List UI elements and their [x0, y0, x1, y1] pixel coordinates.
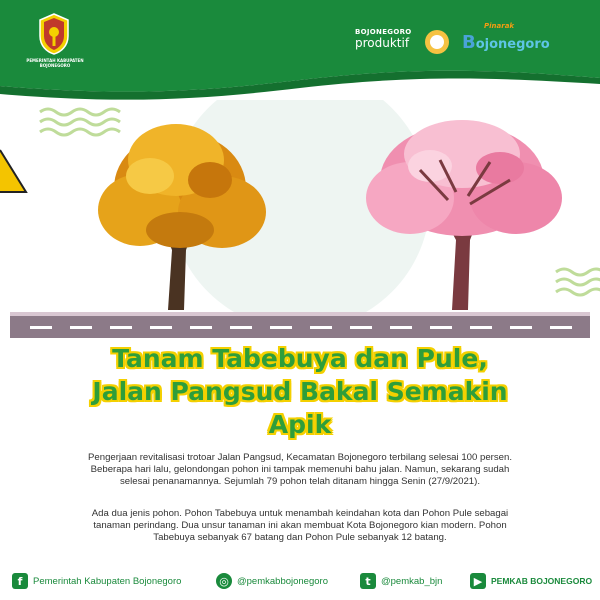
- pemkab-logo-caption: [14, 58, 96, 68]
- instagram-label: @pemkabbojonegoro: [237, 575, 328, 587]
- youtube-label: PEMKAB BOJONEGORO: [491, 576, 593, 586]
- twitter-icon: t: [360, 573, 376, 589]
- pinarak-logo-big-text: [462, 32, 550, 53]
- instagram-link[interactable]: [216, 573, 328, 589]
- header-banner: [0, 0, 600, 112]
- youtube-icon: ▶: [470, 573, 486, 589]
- trees-illustration: [0, 100, 600, 340]
- pinarak-logo-small-text: Pinarak: [484, 22, 515, 30]
- header-wave-shape: [0, 0, 600, 112]
- article-paragraph-1: Pengerjaan revitalisasi trotoar Jalan Pangsud, Kecamatan Bojonegoro terbilang selesai 100 persen. Beberapa hari lalu, gelondongan pohon ini tampak memenuhi bahu jalan. Namun, sekarang sudah selesai penanamannya. Sejumlah 79 pohon telah ditanam hingga Senin (27/9/2021).: [88, 452, 512, 487]
- produktif-logo-top-text: BOJONEGORO: [355, 28, 412, 36]
- logo-caption-line1: PEMERINTAH KABUPATEN: [26, 58, 84, 63]
- facebook-label: Pemerintah Kabupaten Bojonegoro: [33, 575, 182, 587]
- youtube-link[interactable]: [470, 573, 592, 589]
- facebook-icon: f: [12, 573, 28, 589]
- wave-decoration-right: [556, 269, 600, 295]
- road: [10, 312, 590, 338]
- pinarak-logo-rest: ojonegoro: [475, 37, 550, 52]
- pinarak-logo-initial: B: [462, 32, 476, 53]
- twitter-label: @pemkab_bjn: [381, 575, 443, 587]
- title-line-2: Jalan Pangsud Bakal Semakin: [92, 377, 508, 406]
- produktif-logo-bottom-text: produktif: [355, 36, 410, 50]
- article-paragraph-2: Ada dua jenis pohon. Pohon Tabebuya untuk menambah keindahan kota dan Pohon Pule sebagai tanaman perindang. Dua unsur tanaman ini akan membuat Kota Bojonegoro kian modern. Pohon Tabebuya sebanyak 67 batang dan Pohon Pule sebanyak 12 batang.: [91, 508, 509, 543]
- wave-decoration-left: [40, 109, 120, 135]
- title-line-3: Apik: [268, 410, 332, 439]
- social-footer: [0, 566, 600, 596]
- logo-caption-line2: BOJONEGORO: [39, 63, 71, 68]
- pemkab-emblem-logo: [34, 12, 74, 56]
- title-line-1: Tanam Tabebuya dan Pule,: [112, 344, 488, 373]
- pinarak-bojonegoro-logo: [462, 22, 554, 56]
- instagram-icon: ◎: [216, 573, 232, 589]
- facebook-link[interactable]: [12, 573, 181, 589]
- produktif-logo-mark-inner: [430, 35, 444, 49]
- bojonegoro-produktif-logo: [355, 28, 451, 58]
- article-title: [40, 342, 560, 441]
- twitter-link[interactable]: [360, 573, 442, 589]
- triangle-ornament-left: [0, 150, 26, 192]
